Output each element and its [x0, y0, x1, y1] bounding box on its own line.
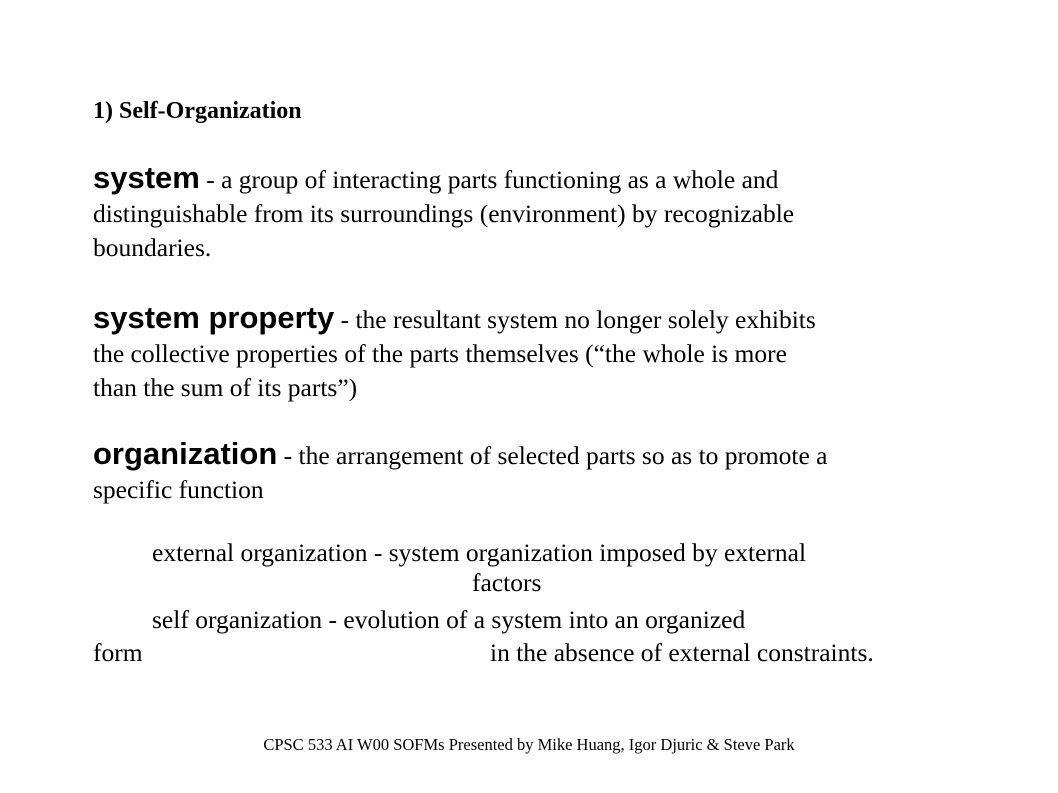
self-organization-line-1: self organization - evolution of a system into an organized: [152, 605, 746, 634]
definition-system-property-text-1: - the resultant system no longer solely exhibits: [334, 305, 816, 334]
definition-system-text-3: boundaries.: [93, 233, 212, 262]
definition-organization-text-1: - the arrangement of selected parts so as to promote a: [277, 441, 828, 470]
definition-system-property-text-2: the collective properties of the parts themselves (“the whole is more: [93, 339, 787, 368]
term-organization: organization: [93, 436, 278, 471]
external-organization-line-2: factors: [472, 568, 542, 597]
external-organization-line-1: external organization - system organization imposed by external: [152, 538, 807, 567]
term-system: system: [93, 160, 200, 195]
slide-heading: 1) Self-Organization: [93, 98, 302, 124]
definition-organization: [93, 437, 993, 507]
definition-system-property: [93, 301, 993, 405]
slide-footer: CPSC 533 AI W00 SOFMs Presented by Mike Huang, Igor Djuric & Steve Park: [263, 735, 795, 754]
definition-organization-line-1: [93, 437, 993, 473]
definition-system-line-1: [93, 161, 993, 197]
definition-system-text-2: distinguishable from its surroundings (environment) by recognizable: [93, 199, 795, 228]
definition-system-property-line-1: [93, 301, 993, 337]
term-system-property: system property: [93, 300, 335, 335]
definition-system: [93, 161, 993, 265]
self-organization-form-word: form: [93, 638, 143, 667]
self-organization-line-2: in the absence of external constraints.: [490, 638, 874, 667]
definition-system-text-1: - a group of interacting parts functioning as a whole and: [199, 165, 779, 194]
definition-organization-text-2: specific function: [93, 475, 264, 504]
definition-system-property-text-3: than the sum of its parts”): [93, 373, 358, 402]
